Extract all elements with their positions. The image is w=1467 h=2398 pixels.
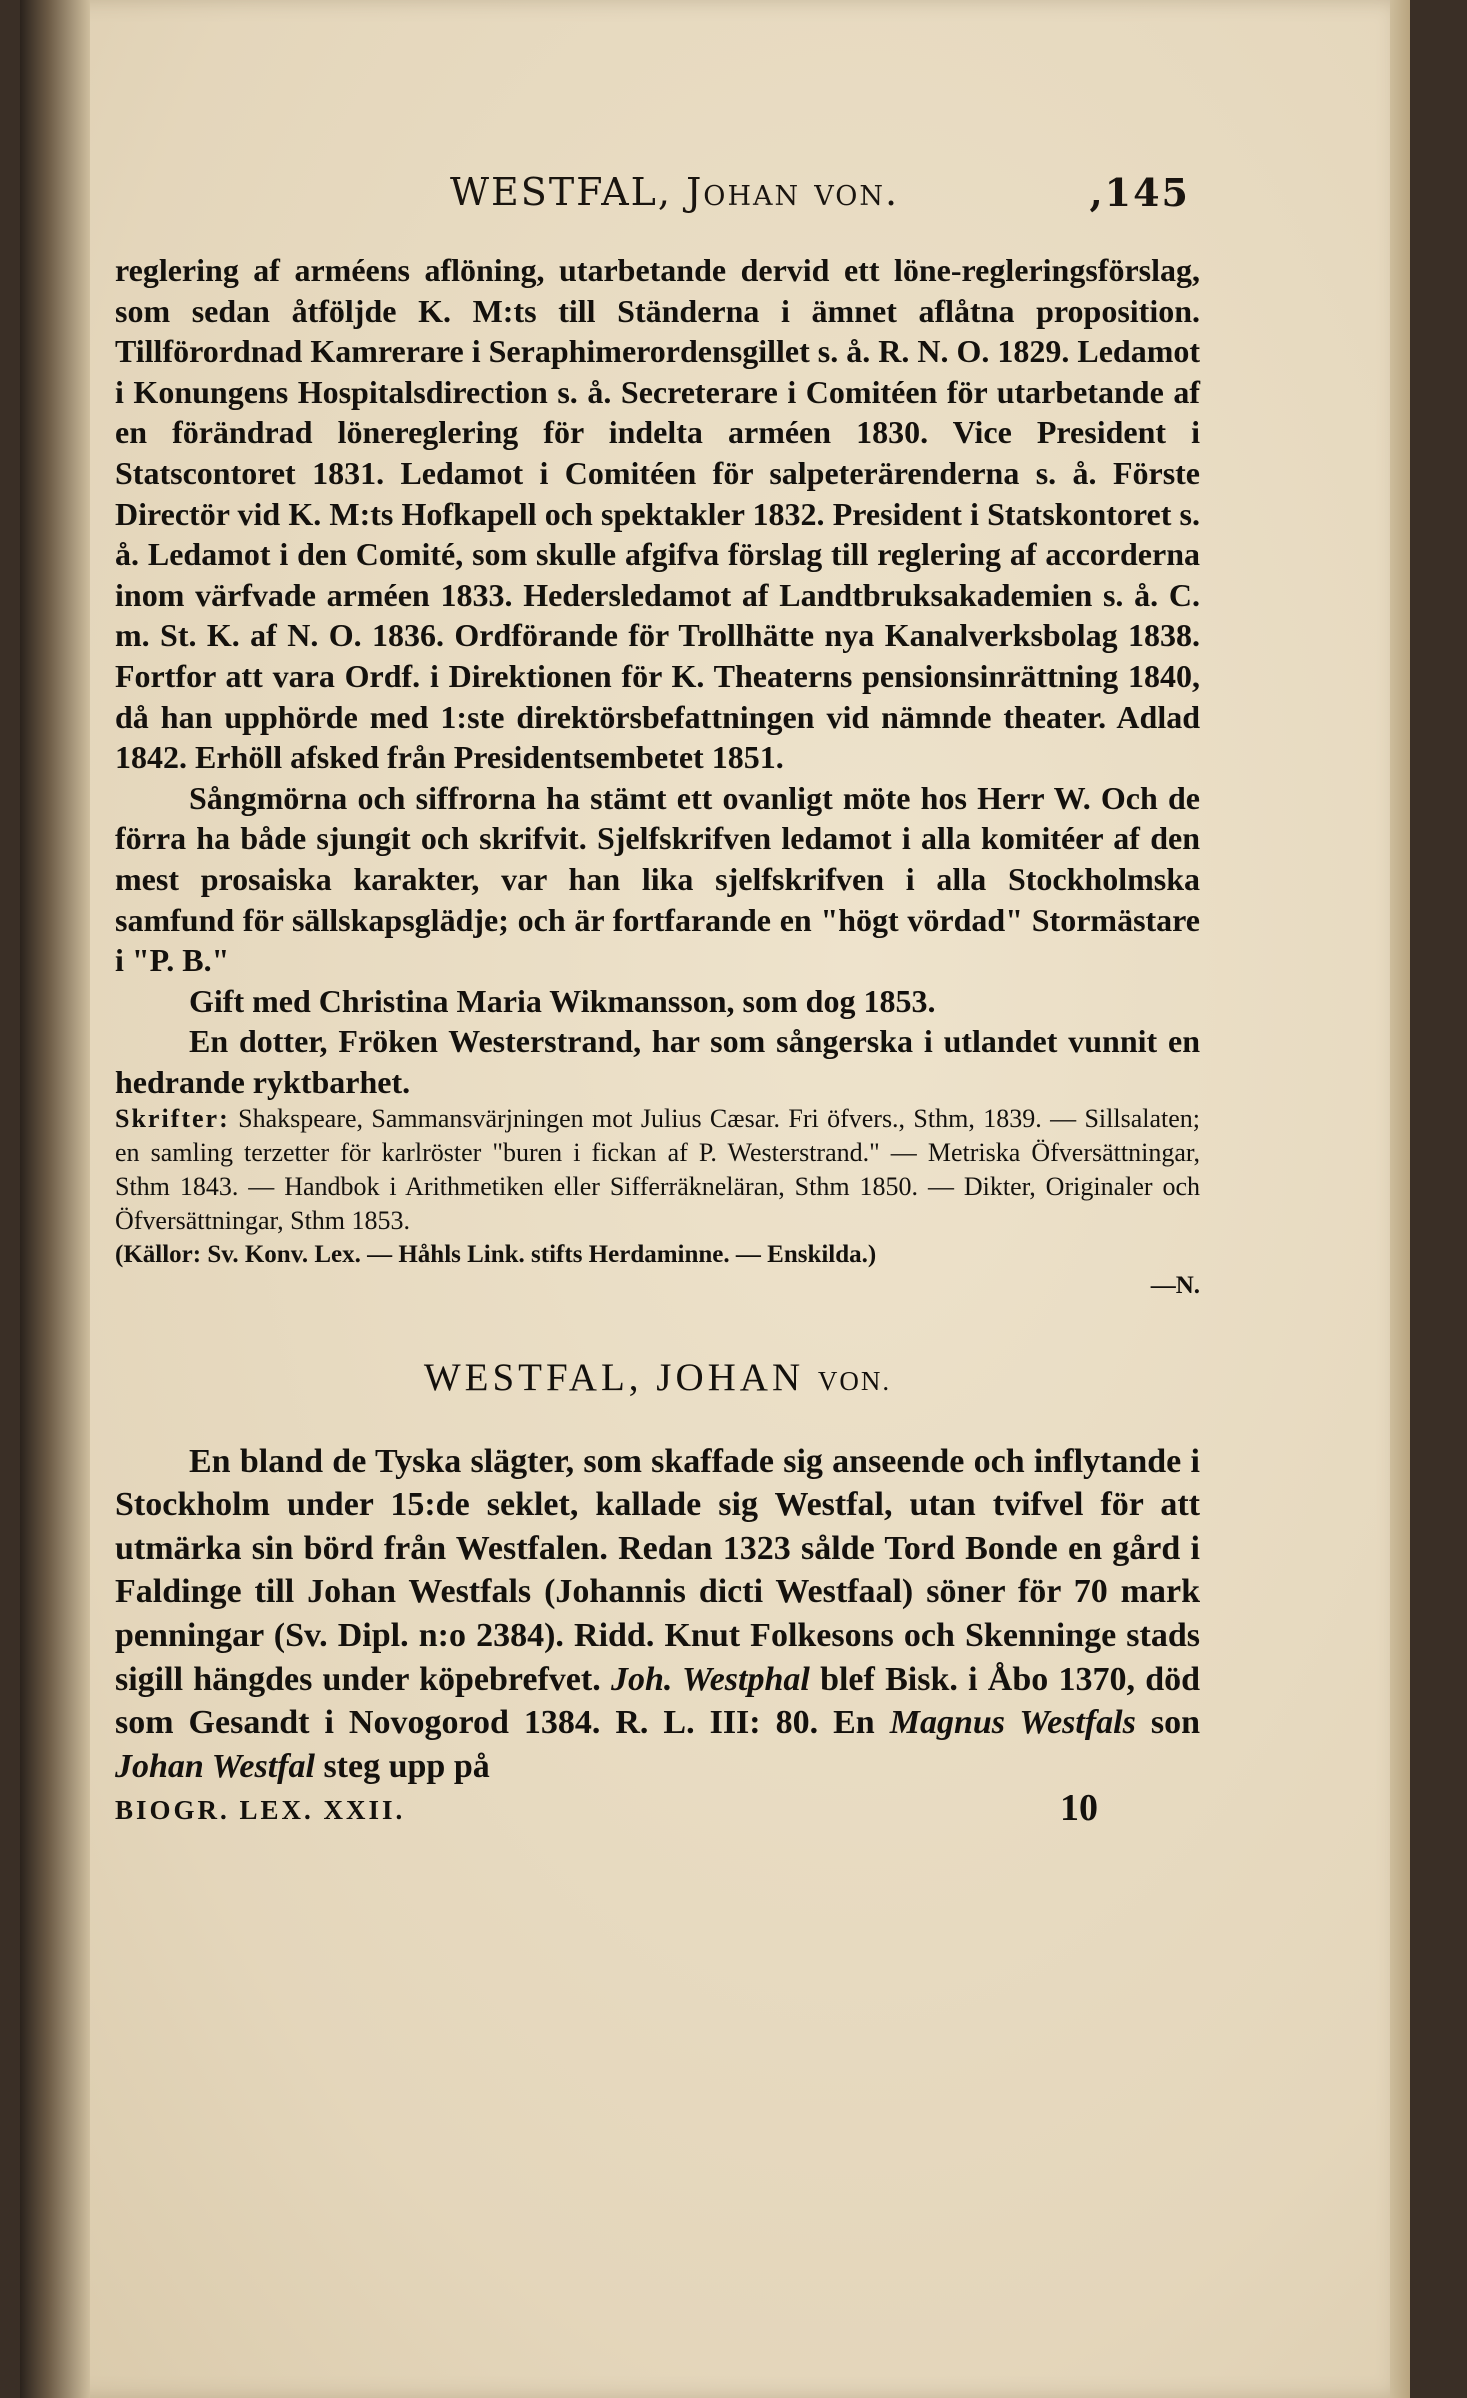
entry1-signature: —N. bbox=[1150, 1271, 1200, 1299]
page-footer bbox=[115, 1788, 1200, 1830]
entry2-heading bbox=[115, 1355, 1200, 1400]
entry1-paragraph-marriage: Gift med Christina Maria Wikmansson, som dog 1853. bbox=[189, 982, 936, 1019]
entry2-name-magnus: Magnus Westfals bbox=[889, 1704, 1136, 1742]
entry2-text-mid2: son bbox=[1150, 1704, 1201, 1742]
entry2-text-start: En bland de Tyska slägter, som skaffade sig anseende och inflytande i Stockholm under 15:de seklet, kallade sig Westfal, utan tvifvel för att utmärka sin börd från Westfalen. Redan 1323 sålde Tord Bonde en gård i Faldinge till Johan Westfals (Johannis dicti Westfaal) söner för 70 mark penningar (Sv. Dipl. n:o 2384). Ridd. Knut Folkesons och Skenninge stads sigill hängdes under köpebrefvet. bbox=[115, 1442, 1200, 1698]
footer-signature-mark: BIOGR. LEX. XXII. bbox=[115, 1795, 406, 1826]
entry1-paragraph-daughter: En dotter, Fröken Westerstrand, har som sångerska i utlandet vunnit en hedrande ryktbarhet. bbox=[115, 1023, 1200, 1100]
entry2-text-end: steg upp på bbox=[323, 1747, 490, 1785]
entry1-paragraph-offices: reglering af arméens aflöning, utarbetande dervid ett löne-regleringsförslag, som sedan åtföljde K. M:ts till Ständerna i ämnet aflåtna proposition. Tillförordnad Kamrerare i Seraphimerordensgillet s. å. R. N. O. 1829. Ledamot i Konungens Hospitalsdirection s. å. Secreterare i Comitéen för utarbetande af en förändrad lönereglering för indelta arméen 1830. Vice President i Statscontoret 1831. Ledamot i Comitéen för salpeterärenderna s. å. Förste Directör vid K. M:ts Hofkapell och spektakler 1832. President i Statskontoret s. å. Ledamot i den Comité, som skulle afgifva förslag till reglering af accorderna inom värfvade arméen 1833. Hedersledamot af Landtbruksakademien s. å. C. m. St. K. af N. O. 1836. Ordförande för Trollhätte nya Kanalverksbolag 1838. Fortfor att vara Ordf. i Direktionen för K. Theaterns pensionsinrättning 1840, då han upphörde med 1:ste direktörsbefattningen vid nämnde theater. Adlad 1842. Erhöll afsked från Presidentsembetet 1851. bbox=[115, 252, 1200, 776]
entry2-body bbox=[115, 1440, 1200, 1789]
page-edge bbox=[1390, 0, 1410, 2398]
entry2-heading-von: VON. bbox=[817, 1365, 892, 1396]
entry2-paragraph bbox=[115, 1440, 1200, 1789]
page-number: ,145 bbox=[1089, 170, 1190, 215]
entry1-paragraph-character: Sångmörna och siffrorna ha stämt ett ovanligt möte hos Herr W. Och de förra ha både sjungit och skrifvit. Sjelfskrifven ledamot i alla komitéer af den mest prosaiska karakter, var han lika sjelfskrifven i alla Stockholmska samfund för sällskapsglädje; och är fortfarande en "högt vördad" Stormästare i "P. B." bbox=[115, 779, 1200, 979]
page-gutter bbox=[20, 0, 90, 2398]
running-head bbox=[450, 170, 1190, 230]
running-head-title: WESTFAL, Johan von. bbox=[450, 170, 900, 214]
entry1-sources: (Källor: Sv. Konv. Lex. — Håhls Link. stifts Herdaminne. — Enskilda.) bbox=[115, 1240, 877, 1268]
book-page bbox=[20, 0, 1410, 2398]
writings-list: Shakspeare, Sammansvärjningen mot Julius Cæsar. Fri öfvers., Sthm, 1839. — Sillsalaten; en samling terzetter för karlröster "buren i fickan af P. Westerstrand." — Metriska Öfversättningar, Sthm 1843. — Handbok i Arithmetiken eller Sifferräkneläran, Sthm 1850. — Dikter, Originaler och Öfversättningar, Sthm 1853. bbox=[115, 1104, 1200, 1235]
entry2-name-westphal: Joh. Westphal bbox=[610, 1660, 810, 1698]
entry2-text-mid: blef Bisk. i Åbo 1370, död som Gesandt i Novogorod 1384. R. L. III: 80. En bbox=[115, 1660, 1201, 1742]
entry2-name-johan: Johan Westfal bbox=[115, 1747, 315, 1785]
entry1-writings bbox=[115, 1102, 1200, 1237]
writings-label: Skrifter: bbox=[115, 1104, 230, 1134]
footer-sheet-number: 10 bbox=[1060, 1787, 1098, 1830]
entry2-heading-name: WESTFAL, JOHAN bbox=[423, 1355, 805, 1399]
page-text bbox=[115, 250, 1200, 1830]
